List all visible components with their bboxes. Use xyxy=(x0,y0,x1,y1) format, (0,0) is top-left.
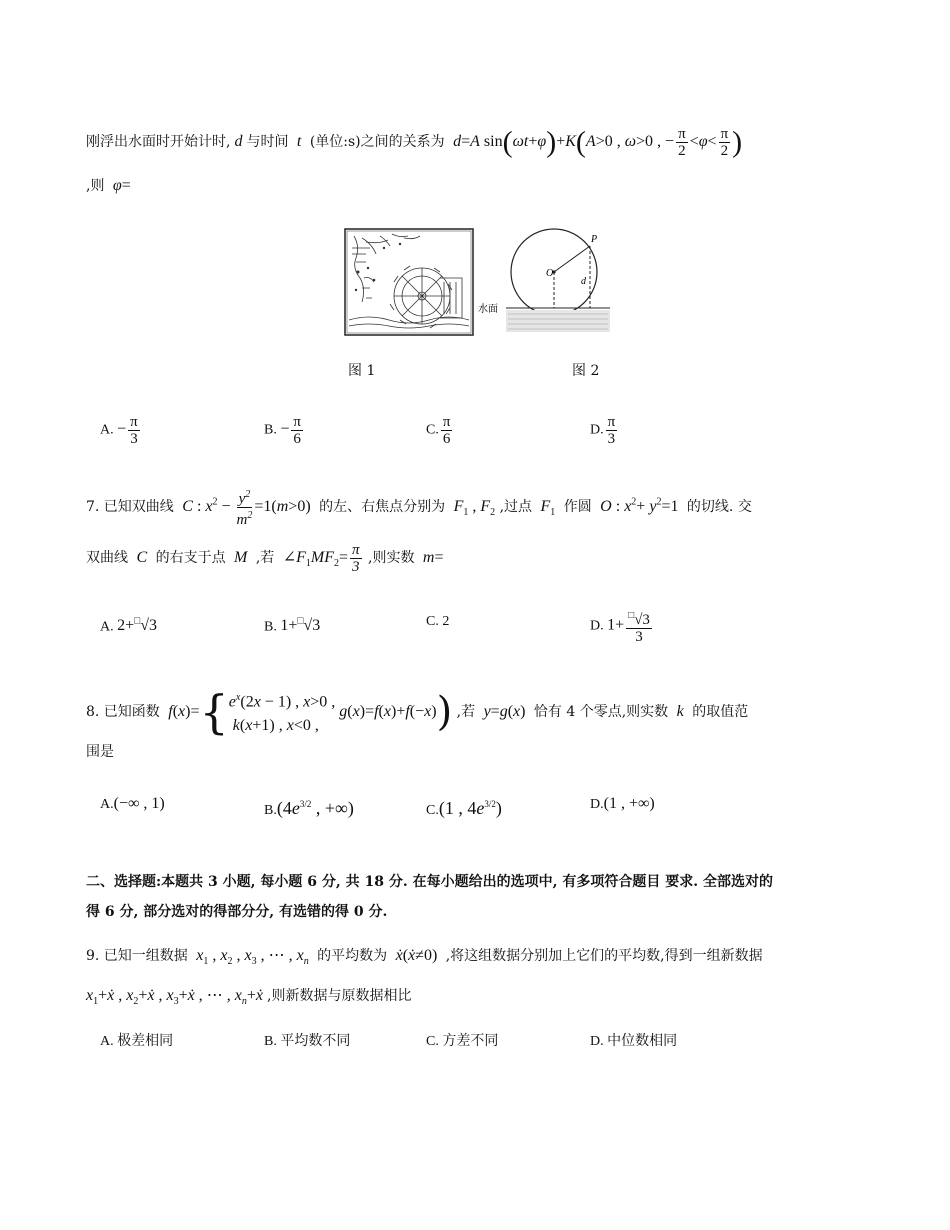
q7-option-b: B. 1+□√3 xyxy=(264,616,321,635)
q7-foci: $F_1$ , $F_2$ xyxy=(449,498,496,519)
q8-option-c-label: C. xyxy=(426,803,439,818)
q9-option-d: D. 中位数相同 xyxy=(590,1034,678,1049)
q8-text-b: ,若 xyxy=(456,704,476,721)
q8-text-c: 恰有 4 个零点,则实数 xyxy=(533,704,669,721)
q7-circle: O : $x^2+ y^2=1$ xyxy=(596,496,679,516)
q9-text-c: ,将这组数据分别加上它们的平均数,得到一组新数据 xyxy=(445,948,763,964)
q8-gx: g(x)=f(x)+f(−x) xyxy=(335,703,437,721)
var-t: t xyxy=(292,133,306,151)
q8-var-k: k xyxy=(672,703,688,721)
q9-new-data: $x_1+ẋ$ , $x_2+ẋ$ , $x_3+ẋ$ , ⋯ , $x_n+ẋ$ xyxy=(86,987,267,1008)
q9-text-a: 9. 已知一组数据 xyxy=(86,948,188,964)
q6-text-b: 与时间 xyxy=(246,134,289,151)
q7-option-d: D. 1+ $\frac{^□√3}{3}$ xyxy=(590,610,650,645)
q6-option-a-label: A. xyxy=(100,422,114,438)
q8-option-c: C.(1 , $4e^{3/2}$) xyxy=(426,798,502,818)
q6-text-c: (单位:s)之间的关系为 xyxy=(309,134,445,151)
q6-line2-text: ,则 xyxy=(86,178,105,194)
q6-line1 xyxy=(86,126,742,159)
q6-option-d: D. $\frac{\pi}{3}$ xyxy=(590,414,616,447)
q7-var-C: C xyxy=(132,549,152,567)
q7-line2 xyxy=(86,542,444,575)
q8-line2: 围是 xyxy=(86,744,114,760)
q6-option-c-label: C. xyxy=(426,422,439,438)
q7-line2-b: 的右支于点 xyxy=(155,550,226,567)
q9-text-b: 的平均数为 xyxy=(317,948,388,964)
q8-piecewise: { $e^x(2x - 1)$ , x>0 , k(x+1) , x<0 , xyxy=(199,685,336,740)
q6-option-b: B. − $\frac{\pi}{6}$ xyxy=(264,414,301,447)
q9-data: $x_1$ , $x_2$ , $x_3$ , ⋯ , $x_n$ xyxy=(192,947,309,968)
q6-option-b-label: B. xyxy=(264,422,277,438)
label-O: O xyxy=(546,268,554,279)
q7-f1: $F_1$ xyxy=(536,498,556,519)
q7-text-e: 的切线. 交 xyxy=(686,499,752,516)
q8-fx: f(x)= xyxy=(164,703,200,721)
q9-option-c: C. 方差不同 xyxy=(426,1034,499,1049)
q7-line2-a: 双曲线 xyxy=(86,550,128,567)
q7-var-M: M xyxy=(230,549,252,567)
q6-option-c: C. $\frac{\pi}{6}$ xyxy=(426,414,451,447)
phi-eq: φ= xyxy=(108,177,131,194)
q8-option-b-label: B. xyxy=(264,803,277,818)
q9-line2 xyxy=(86,986,411,1012)
q7-text-b: 的左、右焦点分别为 xyxy=(319,499,446,516)
q7-option-a: A. 2+□√3 xyxy=(100,616,157,635)
q8-line1: 8. 已知函数 f(x)= { $e^x(2x - 1)$ , x>0 , k(x+1) , x<0 , g(x)=f(x)+f(−x)) ,若 y=g(x) 恰有 4 个零点,则实数 k 的取值范 xyxy=(86,685,749,740)
q7-text-c: ,过点 xyxy=(499,499,533,516)
q7-option-d-label: D. xyxy=(590,618,604,634)
q7-line1 xyxy=(86,487,752,528)
q9-mean: ẋ(ẋ≠0) xyxy=(391,947,438,964)
q7-text-a: 7. 已知双曲线 xyxy=(86,499,174,516)
q6-option-a: A. − $\frac{\pi}{3}$ xyxy=(100,414,138,447)
label-P: P xyxy=(591,234,598,245)
q6-line2 xyxy=(86,176,131,196)
q8-option-a-label: A. xyxy=(100,797,114,812)
q9-line2-end: ,则新数据与原数据相比 xyxy=(267,988,412,1004)
formula-d: d=A sin(ωt+φ)+K(A>0 , ω>0 , − $\frac{\pi}{2}$ <φ< $\frac{\pi}{2}$ ) xyxy=(449,125,743,159)
q9-option-a: A. 极差相同 xyxy=(100,1034,174,1049)
q7-hyperbola: C : $x^2$ − $\frac{y^2}{m^2}$ =1(m>0) xyxy=(178,489,311,528)
q8-option-a: A.(−∞ , 1) xyxy=(100,795,165,812)
q7-angle: $\angle F_1MF_2=$ $\frac{\pi}{3}$ xyxy=(282,542,360,575)
q6-text-a: 刚浮出水面时开始计时, xyxy=(86,134,231,151)
q7-option-a-label: A. xyxy=(100,619,114,635)
q8-option-b: $B.(4e^{3/2}$ , +∞) xyxy=(264,798,354,818)
label-d: d xyxy=(581,276,586,287)
q7-line2-c: ,若 xyxy=(255,550,275,567)
section2-heading-line2: 得 6 分, 部分选对的得部分分, 有选错的得 0 分. xyxy=(86,904,388,920)
q9-line1 xyxy=(86,946,763,972)
q8-text-a: 8. 已知函数 xyxy=(86,704,160,721)
q7-text-d: 作圆 xyxy=(563,499,592,516)
q7-option-c: C. 2 xyxy=(426,614,450,629)
label-water-surface: 水面 xyxy=(478,304,498,315)
q8-ygx: y=g(x) xyxy=(479,703,526,721)
q8-option-d: D.(1 , +∞) xyxy=(590,795,655,812)
q9-option-b: B. 平均数不同 xyxy=(264,1034,351,1049)
q7-m-eq: m= xyxy=(418,549,444,567)
q8-option-d-label: D. xyxy=(590,797,604,812)
section2-heading-line1: 二、选择题:本题共 3 小题, 每小题 6 分, 共 18 分. 在每小题给出的选项中, 有多项符合题目 要求. 全部选对的 xyxy=(86,874,773,890)
q7-option-b-label: B. xyxy=(264,619,277,635)
q8-text-d: 的取值范 xyxy=(692,704,749,721)
fig2-caption: 图 2 xyxy=(572,363,600,379)
q7-line2-d: ,则实数 xyxy=(368,550,415,567)
var-d: d xyxy=(230,133,247,151)
fig1-caption: 图 1 xyxy=(348,363,376,379)
figure-1-waterwheel xyxy=(344,228,474,336)
q6-option-d-label: D. xyxy=(590,422,604,438)
figure-2-circle xyxy=(476,224,618,338)
